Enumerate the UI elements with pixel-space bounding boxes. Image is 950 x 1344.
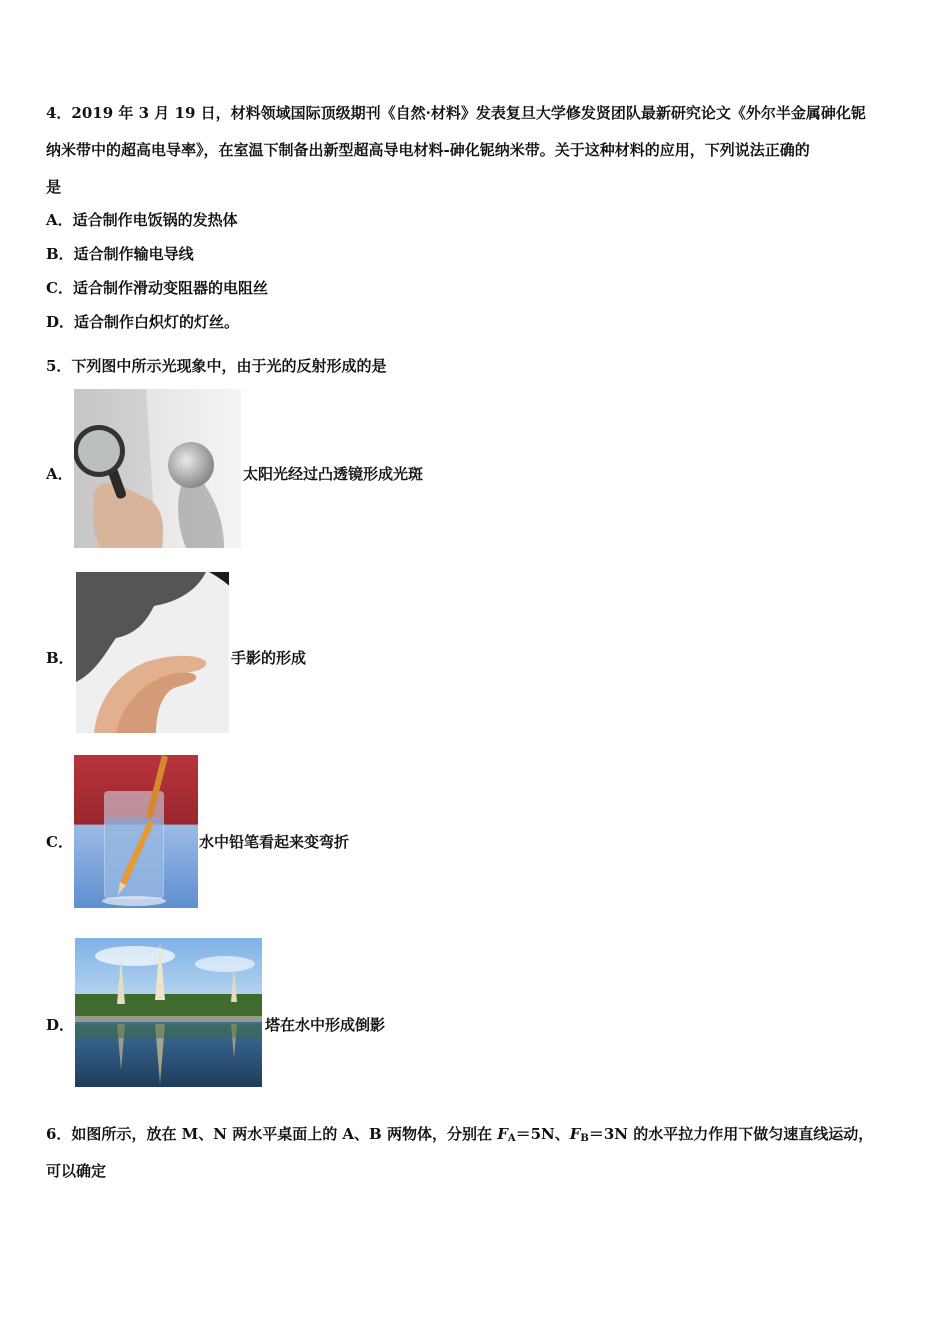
force-a-value: ＝5N、 <box>515 1125 570 1143</box>
q5-option-a-label: A． <box>46 465 73 483</box>
q4-stem-line2: 纳米带中的超高电导率》，在室温下制备出新型超高导电材料-砷化铌纳米带。关于这种材料的应用，下列说法正确的 <box>46 141 810 159</box>
pencil-in-water-photo <box>74 755 198 908</box>
q5-option-d-label: D． <box>46 1016 75 1034</box>
q4-stem-line3: 是 <box>46 178 62 196</box>
q5-stem: 5．下列图中所示光现象中，由于光的反射形成的是 <box>46 357 387 375</box>
force-b-symbol: F <box>569 1125 581 1143</box>
q4-option-b: B．适合制作输电导线 <box>46 245 194 263</box>
q4-option-a: A．适合制作电饭锅的发热体 <box>46 211 238 229</box>
force-b-subscript: B <box>580 1133 589 1144</box>
q6-stem-line2: 可以确定 <box>46 1162 107 1180</box>
force-a-symbol: F <box>497 1125 508 1143</box>
q5-option-b-caption: 手影的形成 <box>231 649 307 667</box>
q4-option-d: D．适合制作白炽灯的灯丝。 <box>46 313 240 331</box>
hand-shadow-photo <box>76 572 229 733</box>
q5-option-c-label: C． <box>46 833 73 851</box>
q5-option-c-caption: 水中铅笔看起来变弯折 <box>199 833 350 851</box>
magnifier-photo <box>74 389 241 548</box>
q5-option-d-caption: 塔在水中形成倒影 <box>265 1016 386 1034</box>
q6-text-post: ＝3N 的水平拉力作用下做匀速直线运动， <box>588 1125 874 1143</box>
q4-option-c: C．适合制作滑动变阻器的电阻丝 <box>46 279 268 297</box>
q6-stem-line1 <box>46 1124 873 1149</box>
q5-option-b-label: B． <box>46 649 74 667</box>
pagoda-reflection-photo <box>75 938 262 1087</box>
q4-stem-line1: 4．2019 年 3 月 19 日，材料领域国际顶级期刊《自然·材料》发表复旦大学修发贤团队最新研究论文《外尔半金属砷化铌 <box>46 104 866 122</box>
q5-option-a-caption: 太阳光经过凸透镜形成光斑 <box>243 465 424 483</box>
force-a-subscript: A <box>507 1133 516 1144</box>
q6-text-pre: 6．如图所示，放在 M、N 两水平桌面上的 A、B 两物体，分别在 <box>46 1125 498 1143</box>
